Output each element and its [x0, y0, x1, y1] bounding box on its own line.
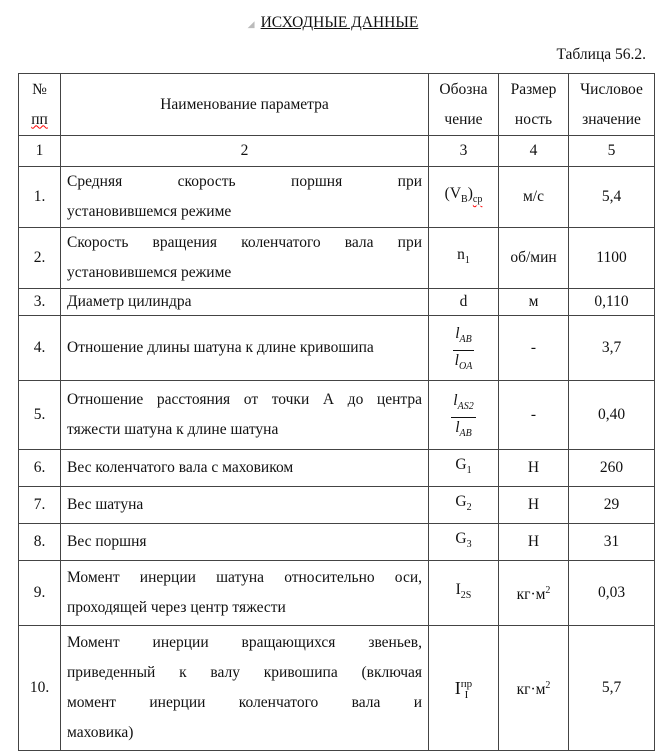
- row-value: 3,7: [569, 316, 655, 381]
- row-number: 6.: [19, 450, 61, 487]
- row-number: 10.: [19, 626, 61, 751]
- row-value: 31: [569, 524, 655, 561]
- header-num: №: [32, 80, 47, 98]
- row-name: Средняя скорость поршня при установившемся режиме: [61, 167, 429, 228]
- table-row: [19, 228, 655, 289]
- colnum: 4: [499, 136, 569, 167]
- header-val: Числовое: [580, 80, 643, 98]
- row-unit: $кг\cdot м^2$: [499, 626, 569, 751]
- row-symbol: [429, 316, 499, 381]
- row-symbol: $G_1$: [429, 450, 499, 487]
- row-name: Диаметр цилиндра: [61, 289, 429, 316]
- row-number: 4.: [19, 316, 61, 381]
- row-symbol: d: [429, 289, 499, 316]
- table-row: [19, 167, 655, 228]
- table-caption: Таблица 56.2.: [556, 46, 646, 63]
- row-symbol: I пр I: [429, 626, 499, 751]
- table-row: [19, 450, 655, 487]
- row-unit: Н: [499, 487, 569, 524]
- row-number: 3.: [19, 289, 61, 316]
- header-dim-b: ность: [514, 110, 553, 128]
- table-row: [19, 561, 655, 626]
- row-number: 5.: [19, 381, 61, 450]
- row-unit: Н: [499, 450, 569, 487]
- row-symbol: $G_3$: [429, 524, 499, 561]
- colnum: 1: [19, 136, 61, 167]
- header-sym: Обозна: [439, 80, 488, 98]
- row-symbol: $I_{2S}$: [429, 561, 499, 626]
- table-row: [19, 487, 655, 524]
- row-name: Вес шатуна: [61, 487, 429, 524]
- row-value: 29: [569, 487, 655, 524]
- row-value: 0,110: [569, 289, 655, 316]
- row-value: 260: [569, 450, 655, 487]
- header-row: [19, 74, 655, 136]
- fraction: $\frac{l_{AB}}{l_{OA}}$: [454, 324, 473, 373]
- row-name: Вес поршня: [61, 524, 429, 561]
- header-sym-b: чение: [444, 110, 483, 128]
- header-name: Наименование параметра: [61, 74, 429, 136]
- fraction: $\frac{l_{AS2}}{l_{AB}}$: [453, 391, 474, 440]
- row-unit: м/с: [499, 167, 569, 228]
- row-number: 8.: [19, 524, 61, 561]
- row-unit: м: [499, 289, 569, 316]
- document-title: ◢ ИСХОДНЫЕ ДАННЫЕ: [247, 14, 419, 31]
- row-name: Момент инерции вращающихся звеньев, приведенный к валу кривошипа (включая момент инерции коленчатого вала и маховика): [61, 626, 429, 751]
- row-unit: -: [499, 316, 569, 381]
- row-value: 0,40: [569, 381, 655, 450]
- collapse-triangle-icon[interactable]: ◢: [247, 19, 255, 29]
- row-name: Скорость вращения коленчатого вала при установившемся режиме: [61, 228, 429, 289]
- row-symbol: $n_1$: [429, 228, 499, 289]
- row-name: Вес коленчатого вала с маховиком: [61, 450, 429, 487]
- row-name: Отношение длины шатуна к длине кривошипа: [61, 316, 429, 381]
- row-name: Момент инерции шатуна относительно оси, проходящей через центр тяжести: [61, 561, 429, 626]
- header-num-b: пп: [31, 110, 48, 128]
- table-row: [19, 381, 655, 450]
- colnum: 5: [569, 136, 655, 167]
- header-dim: Размер: [510, 80, 557, 98]
- row-unit: об/мин: [499, 228, 569, 289]
- table-row: [19, 316, 655, 381]
- table-row: [19, 524, 655, 561]
- row-unit: $кг\cdot м^2$: [499, 561, 569, 626]
- row-number: 2.: [19, 228, 61, 289]
- row-name: Отношение расстояния от точки А до центра тяжести шатуна к длине шатуна: [61, 381, 429, 450]
- column-number-row: [19, 136, 655, 167]
- source-data-table: [18, 73, 655, 751]
- row-value: 5,7: [569, 626, 655, 751]
- row-unit: -: [499, 381, 569, 450]
- row-number: 7.: [19, 487, 61, 524]
- header-val-b: значение: [582, 110, 641, 128]
- colnum: 2: [61, 136, 429, 167]
- table-row: [19, 626, 655, 751]
- row-symbol: $(V_B)_{ср}$: [429, 167, 499, 228]
- row-value: 1100: [569, 228, 655, 289]
- colnum: 3: [429, 136, 499, 167]
- table-row: [19, 289, 655, 316]
- row-value: 5,4: [569, 167, 655, 228]
- row-unit: Н: [499, 524, 569, 561]
- row-symbol: $G_2$: [429, 487, 499, 524]
- row-number: 1.: [19, 167, 61, 228]
- row-symbol: [429, 381, 499, 450]
- row-number: 9.: [19, 561, 61, 626]
- row-value: 0,03: [569, 561, 655, 626]
